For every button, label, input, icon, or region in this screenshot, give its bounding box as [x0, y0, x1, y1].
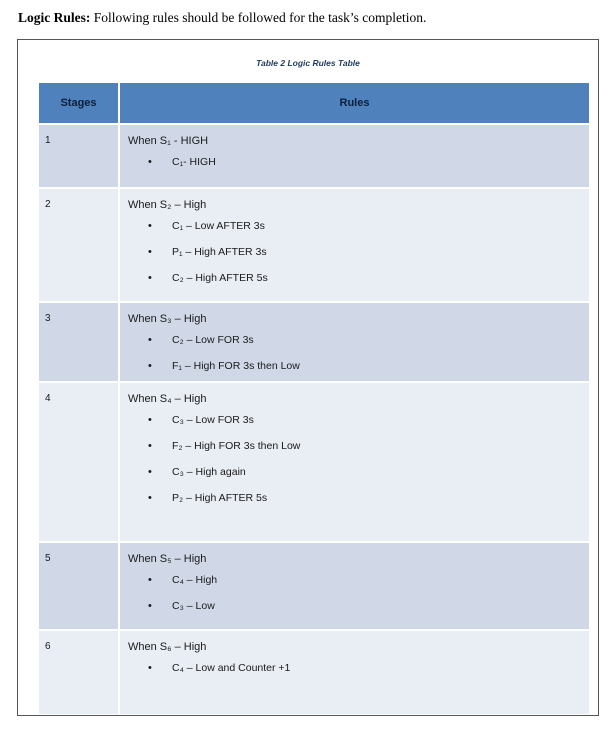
rules-cell — [119, 302, 589, 382]
rule-action: • C₄ – High — [128, 567, 589, 593]
rule-action: • F₁ – High FOR 3s then Low — [128, 353, 589, 379]
rule-actions — [128, 407, 589, 511]
table-row — [39, 302, 589, 382]
rule-condition: When S₃ – High — [128, 313, 207, 325]
table-row — [39, 124, 589, 188]
stage-cell: 1 — [39, 124, 119, 188]
rule-action: • C₃ – High again — [128, 459, 589, 485]
heading-label: Logic Rules: — [18, 10, 91, 25]
stage-cell: 6 — [39, 630, 119, 714]
rule-action: • C₁- HIGH — [128, 149, 589, 175]
heading-text: Following rules should be followed for the task’s completion. — [90, 10, 427, 25]
rules-cell — [119, 542, 589, 630]
rules-cell — [119, 630, 589, 714]
rule-condition: When S₄ – High — [128, 393, 207, 405]
stage-cell: 5 — [39, 542, 119, 630]
table-header-row — [39, 83, 589, 124]
table-frame — [17, 39, 599, 716]
rule-condition: When S₅ – High — [128, 553, 207, 565]
logic-rules-table — [39, 83, 589, 714]
rule-actions — [128, 149, 589, 175]
table-row — [39, 188, 589, 302]
rule-action: • P₁ – High AFTER 3s — [128, 239, 589, 265]
header-stages: Stages — [39, 83, 119, 124]
rule-actions — [128, 567, 589, 619]
rule-action: • C₂ – High AFTER 5s — [128, 265, 589, 291]
table-row — [39, 542, 589, 630]
table-row — [39, 382, 589, 542]
rule-actions — [128, 655, 589, 681]
stage-cell: 4 — [39, 382, 119, 542]
header-rules: Rules — [119, 83, 589, 124]
stage-cell: 3 — [39, 302, 119, 382]
rules-cell — [119, 382, 589, 542]
rules-cell — [119, 124, 589, 188]
rule-condition: When S₂ – High — [128, 199, 207, 211]
rule-action: • C₂ – Low FOR 3s — [128, 327, 589, 353]
rule-condition: When S₁ - HIGH — [128, 135, 209, 147]
table-row — [39, 630, 589, 714]
rule-actions — [128, 213, 589, 291]
rule-action: • C₃ – Low FOR 3s — [128, 407, 589, 433]
rule-action: • F₂ – High FOR 3s then Low — [128, 433, 589, 459]
stage-cell: 2 — [39, 188, 119, 302]
rule-action: • C₁ – Low AFTER 3s — [128, 213, 589, 239]
rule-action: • C₄ – Low and Counter +1 — [128, 655, 589, 681]
rule-action: • C₃ – Low — [128, 593, 589, 619]
rule-actions — [128, 327, 589, 379]
section-heading — [18, 10, 426, 26]
rules-cell — [119, 188, 589, 302]
table-caption: Table 2 Logic Rules Table — [256, 58, 360, 68]
rule-action: • P₂ – High AFTER 5s — [128, 485, 589, 511]
rule-condition: When S₆ – High — [128, 641, 207, 653]
